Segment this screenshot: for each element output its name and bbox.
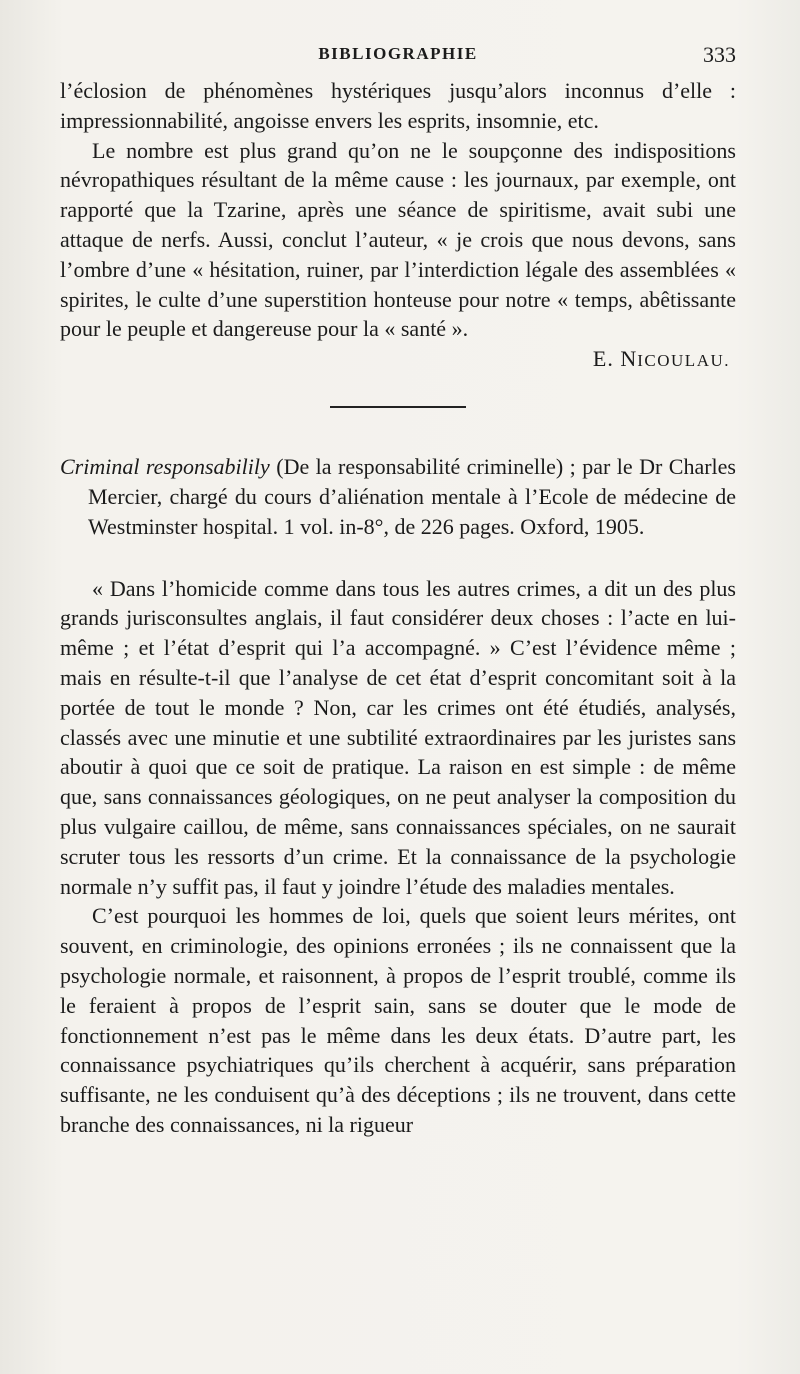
author-signature bbox=[60, 344, 736, 376]
article1-paragraph-2: Le nombre est plus grand qu’on ne le soupçonne des indispositions névropathiques résultant de la même cause : les journaux, par exemple, ont rapporté que la Tzarine, après une séance de spiritisme, avait subi une attaque de nerfs. Aussi, conclut l’auteur, « je crois que nous devons, sans l’ombre d’une « hésitation, ruiner, par l’interdiction légale des assemblées « spirites, le culte d’une superstition honteuse pour notre « temps, abêtissante pour le peuple et dangereuse pour la « santé ». bbox=[60, 137, 736, 342]
review-title: Criminal responsabilily bbox=[60, 454, 270, 480]
signature-initial: E. N bbox=[592, 346, 638, 372]
article1-paragraph-1: l’éclosion de phénomènes hystériques jusqu’alors inconnus d’elle : impressionnabilité, angoisse envers les esprits, insomnie, etc. bbox=[60, 78, 736, 133]
review-paragraph-2: C’est pourquoi les hommes de loi, quels que soient leurs mérites, ont souvent, en criminologie, des opinions erronées ; ils ne connaissent que la psychologie normale, et raisonnent, à propos de l’esprit troublé, comme ils le feraient à propos de l’esprit sain, sans se douter que le mode de fonctionnement n’est pas le même dans les deux états. D’autre part, les connaissance psychiatriques qu’ils cherchent à acquérir, sans préparation suffisante, ne les conduisent qu’à des déceptions ; ils ne trouvent, dans cette branche des connaissances, ni la rigueur bbox=[60, 903, 736, 1137]
review-paragraph-1: « Dans l’homicide comme dans tous les autres crimes, a dit un des plus grands jurisconsultes anglais, il faut considérer deux choses : l’acte en lui-même ; et l’état d’esprit qui l’a accompagné. » C’est l’évidence même ; mais en résulte-t-il que l’analyse de cet état d’esprit concomitant soit à la portée de tout le monde ? Non, car les crimes ont été étudiés, analysés, classés avec une minutie et une subtilité extraordinaires par les juristes sans aboutir à quoi que ce soit de pratique. La raison en est simple : de même que, sans connaissances géologiques, on ne peut analyser la composition du plus vulgaire caillou, de même, sans connaissances spéciales, on ne saurait scruter tous les ressorts d’un crime. Et la connaissance de la psychologie normale n’y suffit pas, il faut y joindre l’étude des maladies mentales. bbox=[60, 575, 736, 899]
running-title: BIBLIOGRAPHIE bbox=[318, 44, 478, 63]
running-head bbox=[60, 40, 736, 76]
page-number: 333 bbox=[703, 42, 736, 67]
signature-surname: ICOULAU. bbox=[637, 351, 730, 371]
spacer bbox=[60, 542, 736, 574]
review-bibliographic-details: (De la responsabilité criminelle) ; par le Dr Charles Mercier, chargé du cours d’aliénation mentale à l’Ecole de médecine de Westminster hospital. 1 vol. in-8°, de 226 pages. Oxford, 1905. bbox=[88, 454, 736, 539]
review-heading bbox=[60, 452, 736, 541]
section-divider bbox=[330, 406, 466, 408]
